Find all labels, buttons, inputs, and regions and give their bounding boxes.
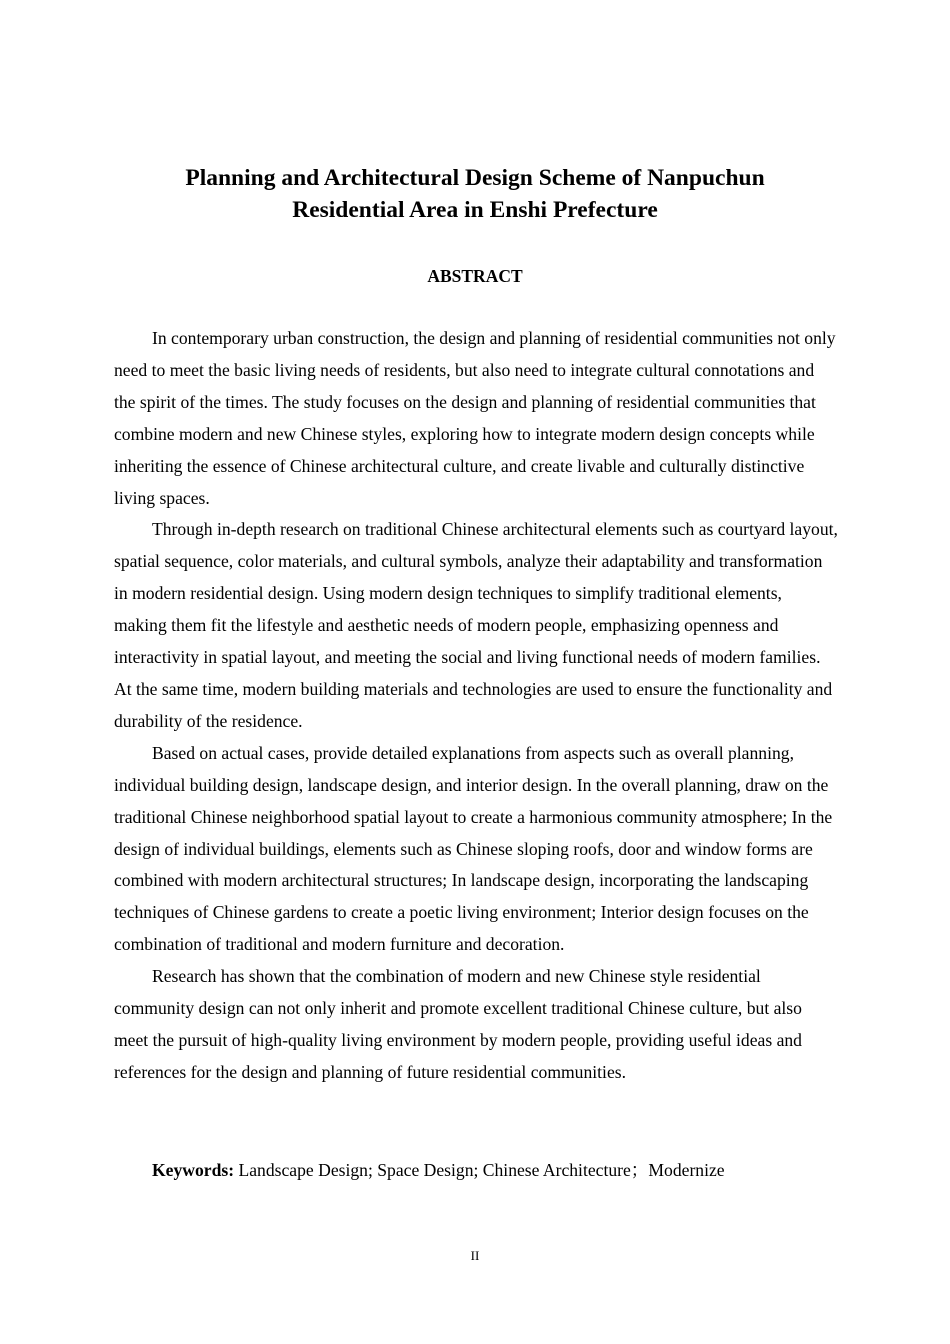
title-line-2: Residential Area in Enshi Prefecture	[292, 197, 658, 223]
keywords-label: Keywords:	[152, 1160, 235, 1180]
abstract-paragraph-3: Based on actual cases, provide detailed explanations from aspects such as overall planning, individual building design, landscape design, and interior design. In the overall planning, draw on the traditional Chinese neighborhood spatial layout to create a harmonious community atmosphere; In the design of individual buildings, elements such as Chinese sloping roofs, door and window forms are combined with modern architectural structures; In landscape design, incorporating the landscaping techniques of Chinese gardens to create a poetic living environment; Interior design focuses on the combination of traditional and modern furniture and decoration.	[114, 742, 833, 955]
abstract-body	[114, 323, 838, 1089]
abstract-heading: ABSTRACT	[427, 266, 523, 286]
paper-title	[114, 162, 836, 226]
page-number: II	[470, 1248, 480, 1263]
title-line-1: Planning and Architectural Design Scheme of Nanpuchun	[185, 165, 765, 191]
abstract-paragraph-2: Through in-depth research on traditional Chinese architectural elements such as courtyard layout, spatial sequence, color materials, and cultural symbols, analyze their adaptability and transformation in modern residential design. Using modern design techniques to simplify traditional elements, making them fit the lifestyle and aesthetic needs of modern people, emphasizing openness and interactivity in spatial layout, and meeting the social and living functional needs of modern families. At the same time, modern building materials and technologies are used to ensure the functionality and durability of the residence.	[114, 519, 838, 731]
abstract-paragraph-4: Research has shown that the combination of modern and new Chinese style residential community design can not only inherit and promote excellent traditional Chinese culture, but also meet the pursuit of high-quality living environment by modern people, providing useful ideas and references for the design and planning of future residential communities.	[114, 966, 802, 1082]
keywords-text: Landscape Design; Space Design; Chinese Architecture；Modernize	[234, 1160, 725, 1180]
abstract-paragraph-1: In contemporary urban construction, the design and planning of residential communities not only need to meet the basic living needs of residents, but also need to integrate cultural connotations and the spirit of the times. The study focuses on the design and planning of residential communities that combine modern and new Chinese styles, exploring how to integrate modern design concepts while inheriting the essence of Chinese architectural culture, and create livable and culturally distinctive living spaces.	[114, 328, 836, 508]
keywords-line	[152, 1155, 836, 1187]
